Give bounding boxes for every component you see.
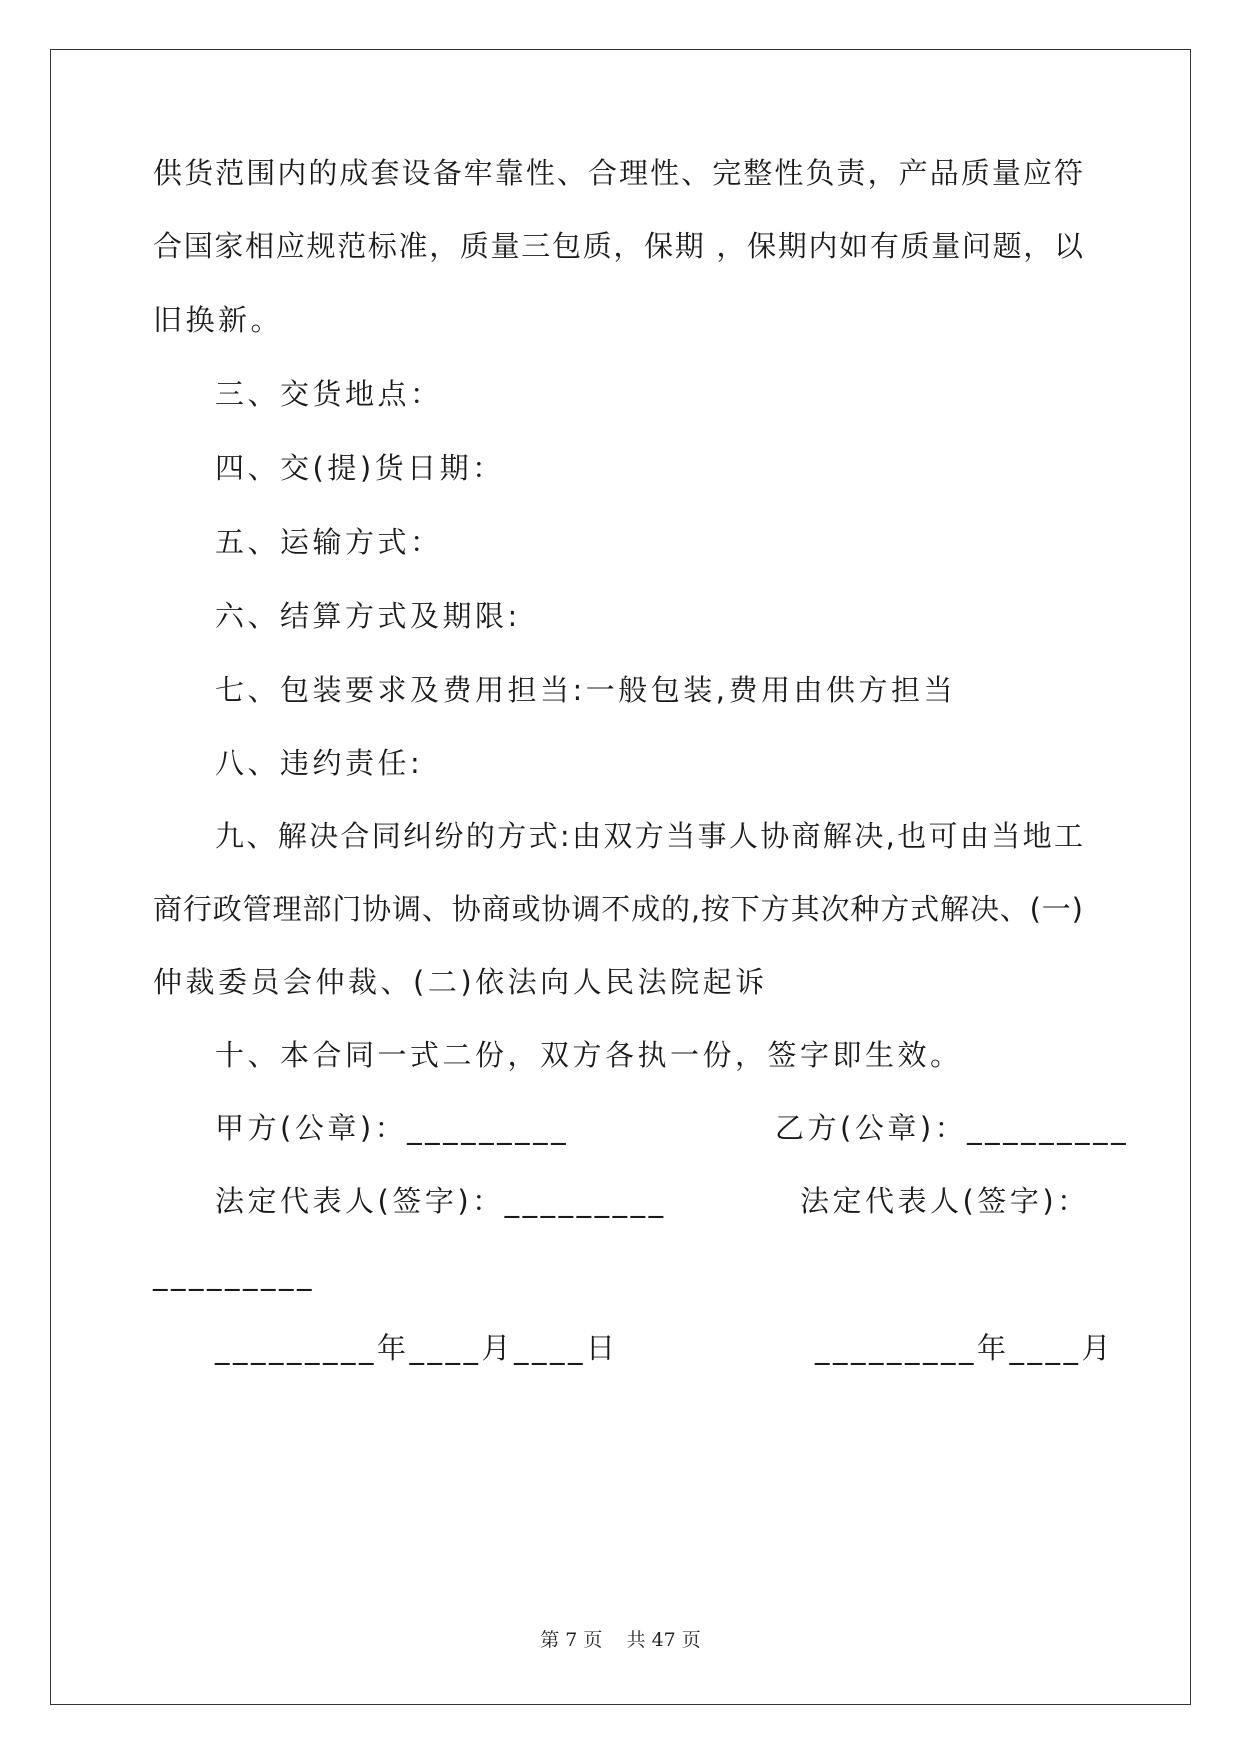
clause-dispute-line1: 九、解决合同纠纷的方式:由双方当事人协商解决,也可由当地工 (215, 819, 1083, 853)
clause-breach: 八、违约责任: (215, 746, 424, 780)
party-b-date: _________年____月 (815, 1331, 1115, 1365)
clause-delivery-location: 三、交货地点： (215, 377, 443, 411)
page-border (50, 49, 1191, 1705)
party-b-representative-blank: _________ (153, 1257, 315, 1291)
clause-packaging: 七、包装要求及费用担当:一般包装,费用由供方担当 (215, 673, 956, 707)
page-number: 第 7 页 (540, 1629, 603, 1651)
page-total: 共 47 页 (626, 1629, 701, 1651)
page-footer (0, 1625, 1241, 1652)
party-b-representative: 法定代表人(签字)： (800, 1184, 1090, 1218)
paragraph-line: 合国家相应规范标准，质量三包质，保期 ，保期内如有质量问题，以 (153, 229, 1083, 263)
party-a-seal: 甲方(公章)：_________ (215, 1111, 570, 1145)
paragraph-line: 旧换新。 (153, 303, 284, 337)
party-b-seal: 乙方(公章)：_________ (775, 1111, 1130, 1145)
paragraph-line: 供货范围内的成套设备牢靠性、合理性、完整性负责，产品质量应符 (153, 156, 1083, 190)
party-a-representative: 法定代表人(签字)：_________ (215, 1184, 667, 1218)
clause-dispute-line3: 仲裁委员会仲裁、(二)依法向人民法院起诉 (153, 965, 768, 999)
clause-delivery-date: 四、交(提)货日期： (215, 451, 505, 485)
clause-transport: 五、运输方式： (215, 525, 443, 559)
clause-settlement: 六、结算方式及期限: (215, 599, 521, 633)
party-a-date: _________年____月____日 (215, 1331, 619, 1365)
clause-copies: 十、本合同一式二份，双方各执一份，签字即生效。 (215, 1038, 963, 1072)
clause-dispute-line2: 商行政管理部门协调、协商或协调不成的,按下方其次种方式解决、(一) (153, 892, 1083, 926)
